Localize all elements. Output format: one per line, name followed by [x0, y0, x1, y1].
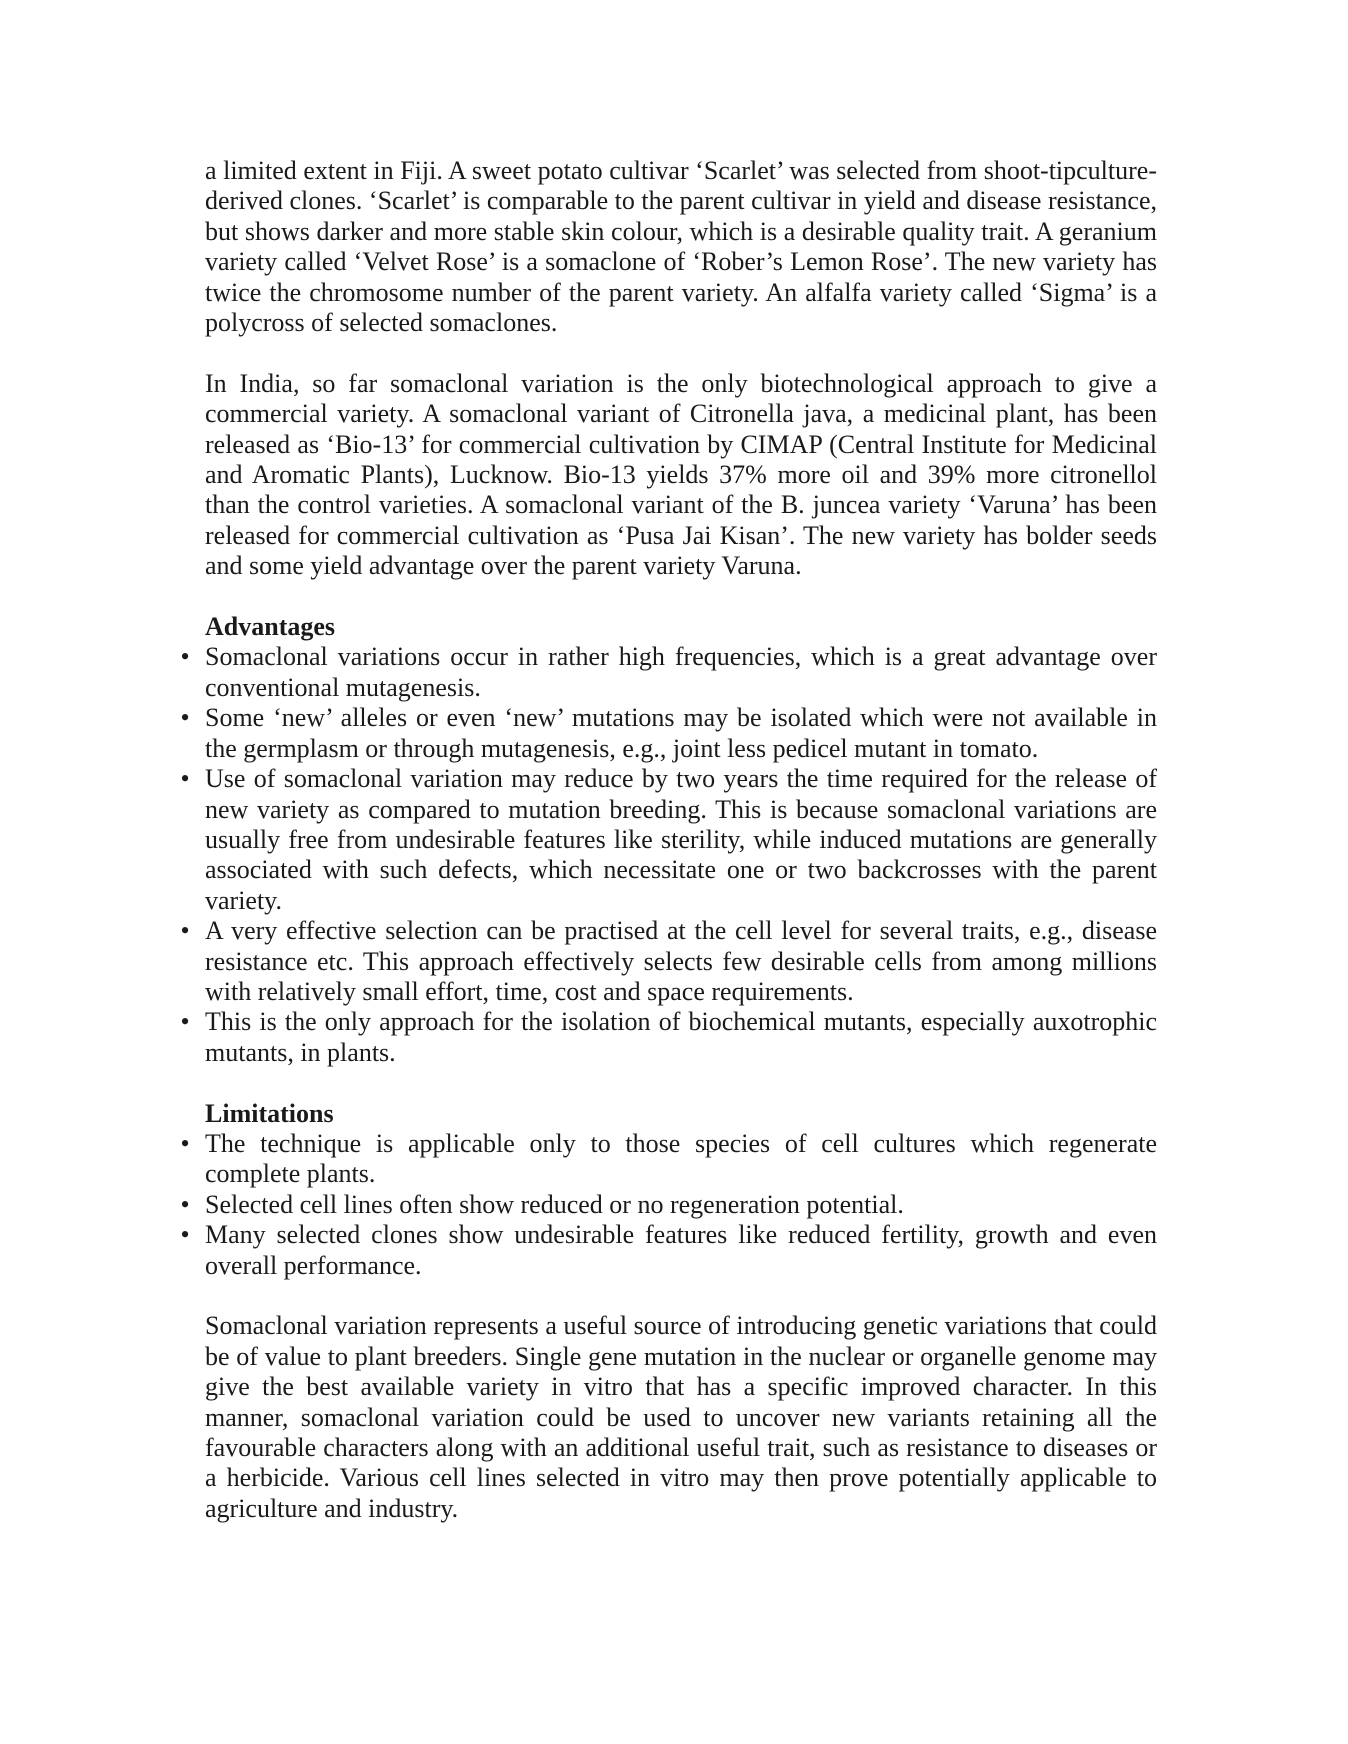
bullet-icon: • — [180, 1220, 190, 1250]
paragraph-spacer — [205, 1281, 1157, 1311]
advantages-section — [180, 612, 1157, 1068]
limitations-section — [180, 1098, 1157, 1281]
list-item — [180, 916, 1157, 1007]
paragraph-spacer — [205, 582, 1157, 612]
list-item-text: A very effective selection can be practised at the cell level for several traits, e.g., disease resistance etc. This approach effectively selects few desirable cells from among millions with relatively small effort, time, cost and space requirements. — [205, 916, 1157, 1006]
list-item — [180, 1220, 1157, 1281]
paragraph-spacer — [205, 1068, 1157, 1098]
list-item — [180, 703, 1157, 764]
list-item-text: This is the only approach for the isolation of biochemical mutants, especially auxotrophic mutants, in plants. — [205, 1007, 1157, 1067]
paragraph-conclusion: Somaclonal variation represents a useful source of introducing genetic variations that could be of value to plant breeders. Single gene mutation in the nuclear or organelle genome may give the best available variety in vitro that has a specific improved character. In this manner, somaclonal variation could be used to uncover new variants retaining all the favourable characters along with an additional useful trait, such as resistance to diseases or a herbicide. Various cell lines selected in vitro may then prove potentially applicable to agriculture and industry. — [205, 1311, 1157, 1523]
bullet-icon: • — [180, 1007, 190, 1037]
bullet-icon: • — [180, 1128, 190, 1158]
list-item — [180, 1189, 1157, 1220]
bullet-icon: • — [180, 916, 190, 946]
bullet-icon: • — [180, 764, 190, 794]
list-item-text: Many selected clones show undesirable features like reduced fertility, growth and even overall performance. — [205, 1220, 1157, 1280]
limitations-heading: Limitations — [205, 1098, 334, 1128]
advantages-list — [180, 642, 1157, 1068]
bullet-icon: • — [180, 703, 190, 733]
document-page — [180, 156, 1157, 1524]
paragraph-india-varieties: In India, so far somaclonal variation is the only biotechnological approach to give a commercial variety. A somaclonal variant of Citronella java, a medicinal plant, has been released as ‘Bio-13’ for commercial cultivation by CIMAP (Central Institute for Medicinal and Aromatic Plants), Lucknow. Bio-13 yields 37% more oil and 39% more citronellol than the control varieties. A somaclonal variant of the B. juncea variety ‘Varuna’ has been released for commercial cultivation as ‘Pusa Jai Kisan’. The new variety has bolder seeds and some yield advantage over the parent variety Varuna. — [205, 368, 1157, 581]
bullet-icon: • — [180, 642, 190, 672]
list-item — [180, 764, 1157, 916]
list-item — [180, 642, 1157, 703]
list-item — [180, 1007, 1157, 1068]
limitations-list — [180, 1128, 1157, 1281]
list-item-text: Some ‘new’ alleles or even ‘new’ mutations may be isolated which were not available in the germplasm or through mutagenesis, e.g., joint less pedicel mutant in tomato. — [205, 703, 1157, 763]
advantages-heading: Advantages — [205, 612, 336, 642]
list-item-text: The technique is applicable only to those species of cell cultures which regenerate complete plants. — [205, 1128, 1157, 1189]
list-item-text: Somaclonal variations occur in rather high frequencies, which is a great advantage over conventional mutagenesis. — [205, 642, 1157, 702]
list-item — [180, 1128, 1157, 1190]
paragraph-cultivar-examples: a limited extent in Fiji. A sweet potato cultivar ‘Scarlet’ was selected from shoot-tipculture-derived clones. ‘Scarlet’ is comparable to the parent cultivar in yield and disease resistance, but shows darker and more stable skin colour, which is a desirable quality trait. A geranium variety called ‘Velvet Rose’ is a somaclone of ‘Rober’s Lemon Rose’. The new variety has twice the chromosome number of the parent variety. An alfalfa variety called ‘Sigma’ is a polycross of selected somaclones. — [205, 156, 1157, 338]
list-item-text: Selected cell lines often show reduced or no regeneration potential. — [205, 1189, 904, 1219]
bullet-icon: • — [180, 1189, 190, 1219]
list-item-text: Use of somaclonal variation may reduce by two years the time required for the release of new variety as compared to mutation breeding. This is because somaclonal variations are usually free from undesirable features like sterility, while induced mutations are generally associated with such defects, which necessitate one or two backcrosses with the parent variety. — [205, 764, 1157, 915]
paragraph-spacer — [205, 338, 1157, 368]
